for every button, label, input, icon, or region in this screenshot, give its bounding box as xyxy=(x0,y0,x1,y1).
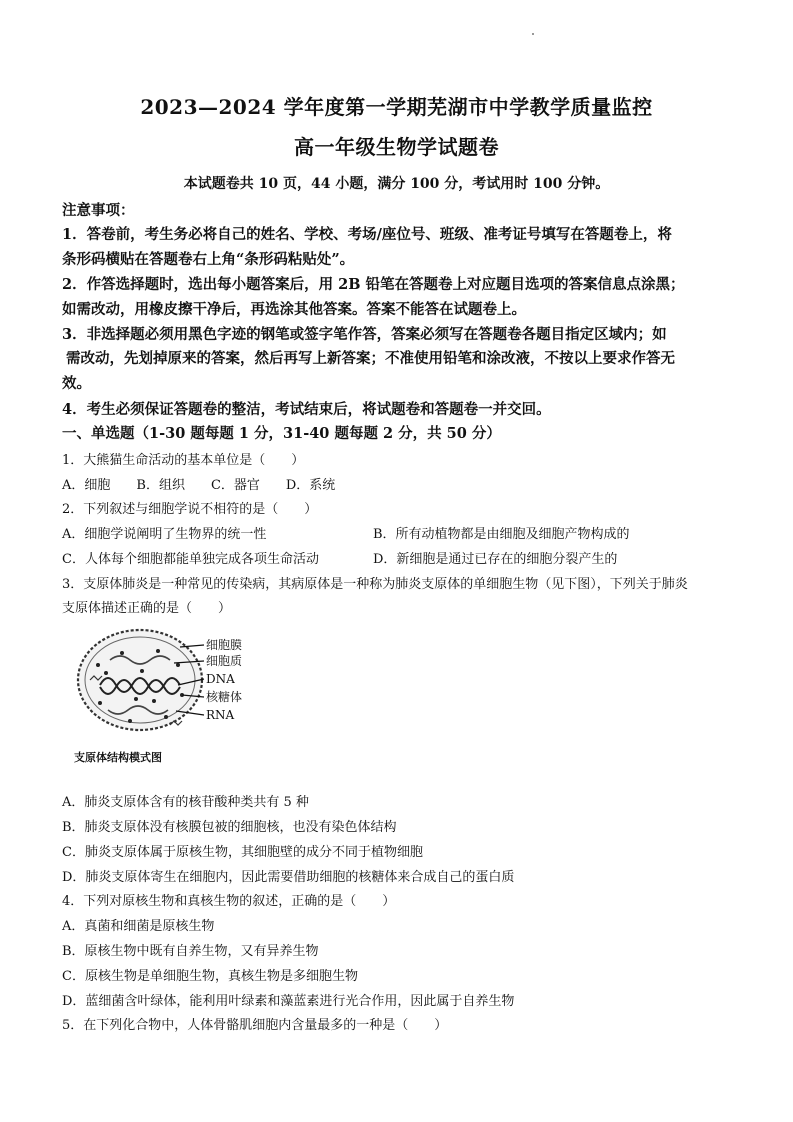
q3-option-d: D．肺炎支原体寄生在细胞内，因此需要借助细胞的核糖体来合成自己的蛋白质 xyxy=(62,870,515,885)
note-line-7: 效。 xyxy=(62,375,91,392)
q2-option-d: D．新细胞是通过已存在的细胞分裂产生的 xyxy=(373,552,618,567)
note-line-3: 2．作答选择题时，选出每小题答案后，用 2B 铅笔在答题卷上对应题目选项的答案信息点涂黑； xyxy=(62,276,685,293)
mycoplasma-diagram xyxy=(70,625,260,775)
label-ribosome: 核糖体 xyxy=(206,690,243,704)
q2-stem: 2．下列叙述与细胞学说不相符的是（ ） xyxy=(62,502,318,517)
note-line-1: 1．答卷前，考生务必将自己的姓名、学校、考场/座位号、班级、准考证号填写在答题卷上，将 xyxy=(62,226,672,243)
q4-option-c: C．原核生物是单细胞生物，真核生物是多细胞生物 xyxy=(62,969,358,984)
note-line-5: 3．非选择题必须用黑色字迹的钢笔或签字笔作答，答案必须写在答题卷各题目指定区域内；如 xyxy=(62,326,667,343)
q4-option-a: A．真菌和细菌是原核生物 xyxy=(62,919,215,934)
q3-option-c: C．肺炎支原体属于原核生物，其细胞壁的成分不同于植物细胞 xyxy=(62,845,423,860)
label-cytoplasm: 细胞质 xyxy=(206,654,243,668)
q3-option-b: B．肺炎支原体没有核膜包被的细胞核，也没有染色体结构 xyxy=(62,820,397,835)
section-title: 一、单选题（1-30 题每题 1 分，31-40 题每题 2 分，共 50 分） xyxy=(62,425,501,442)
exam-info: 本试题卷共 10 页，44 小题，满分 100 分，考试用时 100 分钟。 xyxy=(183,176,610,192)
label-rna: RNA xyxy=(206,708,235,722)
notes-heading: 注意事项： xyxy=(62,202,135,219)
q4-option-b: B．原核生物中既有自养生物，又有异养生物 xyxy=(62,944,319,959)
exam-subtitle: 高一年级生物学试题卷 xyxy=(294,135,499,159)
q3-option-a: A．肺炎支原体含有的核苷酸种类共有 5 种 xyxy=(62,795,309,810)
cell-membrane-shape xyxy=(78,630,202,730)
label-dna: DNA xyxy=(206,672,235,686)
q2-option-a: A．细胞学说阐明了生物界的统一性 xyxy=(62,527,267,542)
q1-options: A．细胞 B．组织 C．器官 D．系统 xyxy=(62,478,336,493)
note-line-6: 需改动，先划掉原来的答案，然后再写上新答案；不准使用铅笔和涂改液，不按以上要求作答无 xyxy=(66,350,675,367)
figure-caption: 支原体结构模式图 xyxy=(74,751,162,764)
q4-option-d: D．蓝细菌含叶绿体，能利用叶绿素和藻蓝素进行光合作用，因此属于自养生物 xyxy=(62,994,515,1009)
q5-stem: 5．在下列化合物中，人体骨骼肌细胞内含量最多的一种是（ ） xyxy=(62,1018,448,1033)
label-cell-membrane: 细胞膜 xyxy=(206,638,243,652)
q4-stem: 4．下列对原核生物和真核生物的叙述，正确的是（ ） xyxy=(62,894,396,909)
q2-option-b: B．所有动植物都是由细胞及细胞产物构成的 xyxy=(373,527,630,542)
note-line-8: 4．考生必须保证答题卷的整洁，考试结束后，将试题卷和答题卷一并交回。 xyxy=(62,401,551,418)
q1-stem: 1．大熊猫生命活动的基本单位是（ ） xyxy=(62,453,305,468)
q3-stem-line2: 支原体描述正确的是（ ） xyxy=(62,601,232,616)
exam-title: 2023—2024 学年度第一学期芜湖市中学教学质量监控 xyxy=(140,95,653,119)
q2-option-c: C．人体每个细胞都能单独完成各项生命活动 xyxy=(62,552,319,567)
scan-speck xyxy=(532,33,534,35)
q3-stem-line1: 3．支原体肺炎是一种常见的传染病，其病原体是一种称为肺炎支原体的单细胞生物（见下图），下列关于肺炎 xyxy=(62,577,688,592)
note-line-2: 条形码横贴在答题卷右上角“条形码粘贴处”。 xyxy=(62,251,355,268)
note-line-4: 如需改动，用橡皮擦干净后，再选涂其他答案。答案不能答在试题卷上。 xyxy=(62,301,526,318)
mycoplasma-structure-figure xyxy=(70,625,260,775)
